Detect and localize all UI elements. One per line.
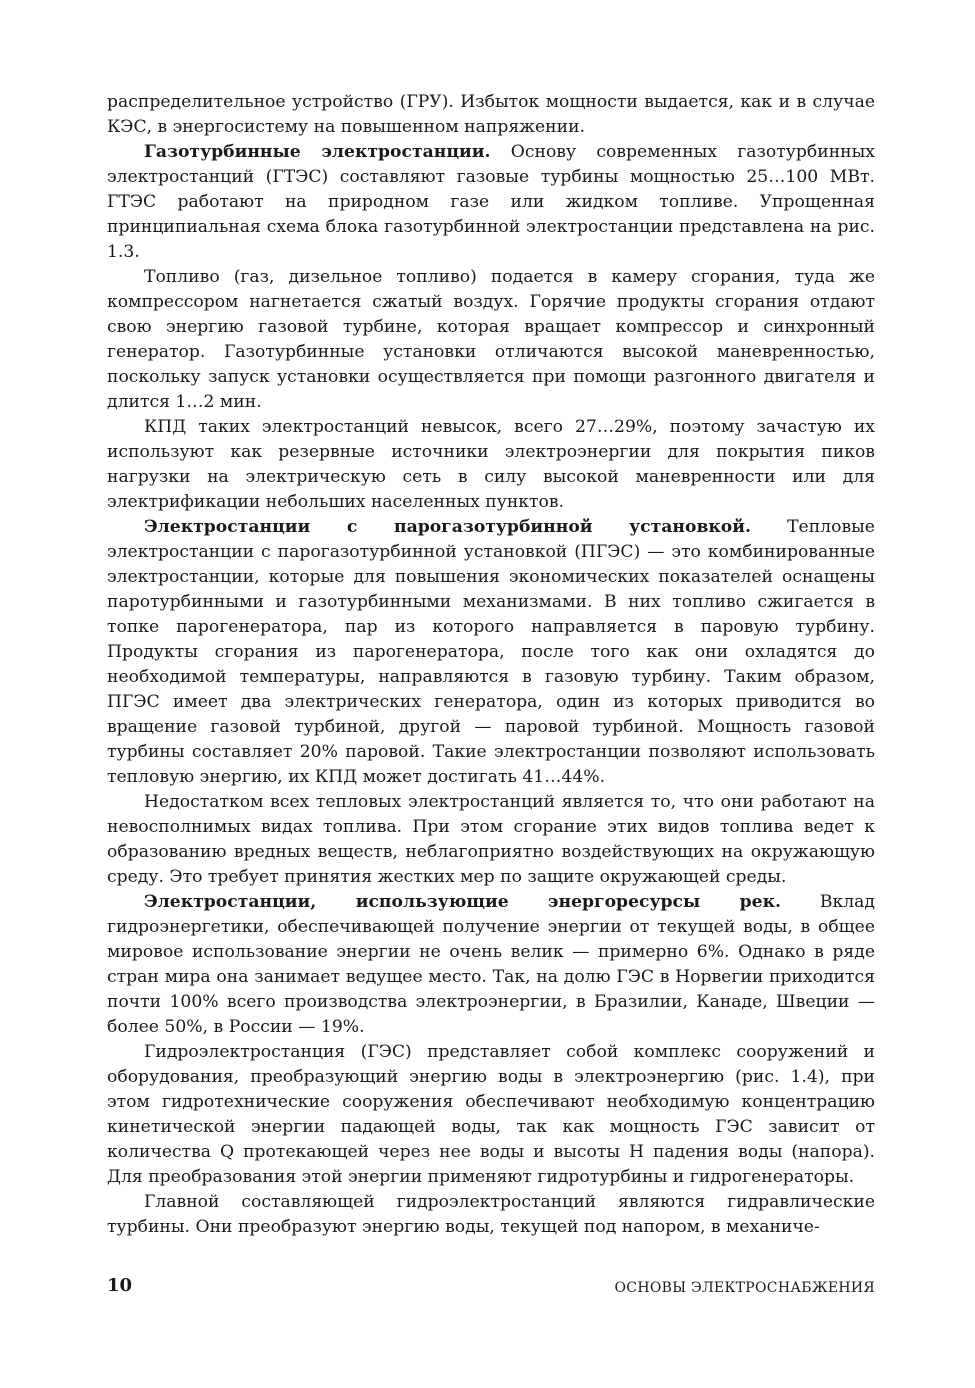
paragraph-1 bbox=[107, 90, 875, 140]
paragraph-text: Вклад гидроэнергетики, обеспечивающей получение энергии от текущей воды, в общее мировое использование энергии не очень велик — примерно 6%. Однако в ряде стран мира она занимает ведущее место. Так, на долю ГЭС в Норвегии приходится почти 100% всего производства электроэнергии, в Бразилии, Канаде, Швеции — более 50%, в России — 19%. bbox=[107, 892, 875, 1037]
paragraph-4 bbox=[107, 415, 875, 515]
section-heading-combined-cycle: Электростанции с парогазотурбинной установкой. bbox=[144, 517, 751, 537]
paragraph-text: Тепловые электростанции с парогазотурбинной установкой (ПГЭС) — это комбинированные электростанции, которые для повышения экономических показателей оснащены паротурбинными и газотурбинными механизмами. В них топливо сжигается в топке парогенератора, пар из которого направляется в паровую турбину. Продукты сгорания из парогенератора, после того как они охладятся до необходимой температуры, направляются в газовую турбину. Таким образом, ПГЭС имеет два электрических генератора, один из которых приводится во вращение газовой турбиной, другой — паровой турбиной. Мощность газовой турбины составляет 20% паровой. Такие электростанции позволяют использовать тепловую энергию, их КПД может достигать 41…44%. bbox=[107, 517, 875, 787]
paragraph-9 bbox=[107, 1190, 875, 1240]
section-heading-hydro: Электростанции, использующие энергоресурсы рек. bbox=[144, 892, 781, 912]
paragraph-2 bbox=[107, 140, 875, 265]
body-text bbox=[107, 90, 875, 1240]
paragraph-8 bbox=[107, 1040, 875, 1190]
paragraph-text: распределительное устройство (ГРУ). Избыток мощности выдается, как и в случае КЭС, в энергосистему на повышенном напряжении. bbox=[107, 92, 875, 137]
page-number: 10 bbox=[107, 1275, 133, 1296]
paragraph-text: Главной составляющей гидроэлектростанций являются гидравлические турбины. Они преобразуют энергию воды, текущей под напором, в механиче- bbox=[107, 1192, 875, 1237]
section-heading-gas-turbine: Газотурбинные электростанции. bbox=[144, 142, 491, 162]
paragraph-5 bbox=[107, 515, 875, 790]
running-title: ОСНОВЫ ЭЛЕКТРОСНАБЖЕНИЯ bbox=[614, 1280, 875, 1296]
paragraph-text: Недостатком всех тепловых электростанций является то, что они работают на невосполнимых видах топлива. При этом сгорание этих видов топлива ведет к образованию вредных веществ, неблагоприятно воздействующих на окружающую среду. Это требует принятия жестких мер по защите окружающей среды. bbox=[107, 792, 875, 887]
paragraph-7 bbox=[107, 890, 875, 1040]
paragraph-text: КПД таких электростанций невысок, всего 27…29%, поэтому зачастую их используют как резервные источники электроэнергии для покрытия пиков нагрузки на электрическую сеть в силу высокой маневренности или для электрификации небольших населенных пунктов. bbox=[107, 417, 875, 512]
paragraph-text: Основу современных газотурбинных электростанций (ГТЭС) составляют газовые турбины мощностью 25…100 МВт. ГТЭС работают на природном газе или жидком топливе. Упрощенная принципиальная схема блока газотурбинной электростанции представлена на рис. 1.3. bbox=[107, 142, 875, 262]
paragraph-6 bbox=[107, 790, 875, 890]
paragraph-text: Топливо (газ, дизельное топливо) подается в камеру сгорания, туда же компрессором нагнетается сжатый воздух. Горячие продукты сгорания отдают свою энергию газовой турбине, которая вращает компрессор и синхронный генератор. Газотурбинные установки отличаются высокой маневренностью, поскольку запуск установки осуществляется при помощи разгонного двигателя и длится 1…2 мин. bbox=[107, 267, 875, 412]
paragraph-text: Гидроэлектростанция (ГЭС) представляет собой комплекс сооружений и оборудования, преобразующий энергию воды в электроэнергию (рис. 1.4), при этом гидротехнические сооружения обеспечивают необходимую концентрацию кинетической энергии падающей воды, так как мощность ГЭС зависит от количества Q протекающей через нее воды и высоты H падения воды (напора). Для преобразования этой энергии применяют гидротурбины и гидрогенераторы. bbox=[107, 1042, 875, 1187]
paragraph-3 bbox=[107, 265, 875, 415]
